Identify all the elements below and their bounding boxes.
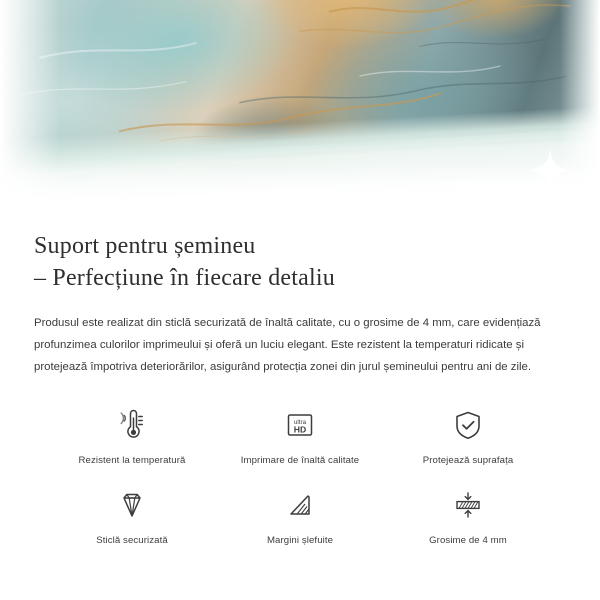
ultra-hd-icon [277, 402, 323, 448]
feature-label-thickness: Grosime de 4 mm [429, 535, 507, 547]
footer-spacer [0, 582, 600, 600]
polished-edges-icon [277, 482, 323, 528]
svg-text:HD: HD [293, 424, 307, 435]
feature-item-print-quality [216, 402, 384, 466]
hero-fade-bottom [0, 166, 600, 212]
feature-label-tempered-glass: Sticlă securizată [96, 535, 168, 547]
feature-label-print-quality: Imprimare de înaltă calitate [240, 455, 360, 467]
page-title [34, 230, 566, 295]
feature-item-temperature [48, 402, 216, 466]
description-paragraph: Produsul este realizat din sticlă securizată de înaltă calitate, cu o grosime de 4 mm, care evidențiază profunzimea culorilor imprimeului și oferă un luciu elegant. Este rezistent la temperaturi ridicate și protejează împotriva deteriorărilor, asigurând protecția zonei din jurul șemineului pentru ani de zile. [34, 316, 541, 373]
feature-item-surface-protection [384, 402, 552, 466]
page-title-line-2: – Perfecțiune în fiecare detaliu [34, 265, 335, 292]
shield-check-icon [445, 402, 491, 448]
feature-label-temperature: Rezistent la temperatură [78, 455, 186, 467]
svg-text:ultra: ultra [293, 419, 307, 427]
hero-image [0, 0, 600, 212]
feature-label-polished-edges: Margini șlefuite [266, 535, 334, 547]
diamond-icon [109, 482, 155, 528]
feature-label-surface-protection: Protejează suprafața [422, 455, 514, 467]
thickness-4mm-icon [445, 482, 491, 528]
thermometer-icon [109, 402, 155, 448]
content-section [0, 212, 600, 546]
feature-grid [34, 402, 566, 546]
page-title-line-1: Suport pentru șemineu [34, 233, 256, 259]
feature-item-tempered-glass [48, 482, 216, 546]
feature-item-thickness [384, 482, 552, 546]
feature-item-polished-edges [216, 482, 384, 546]
